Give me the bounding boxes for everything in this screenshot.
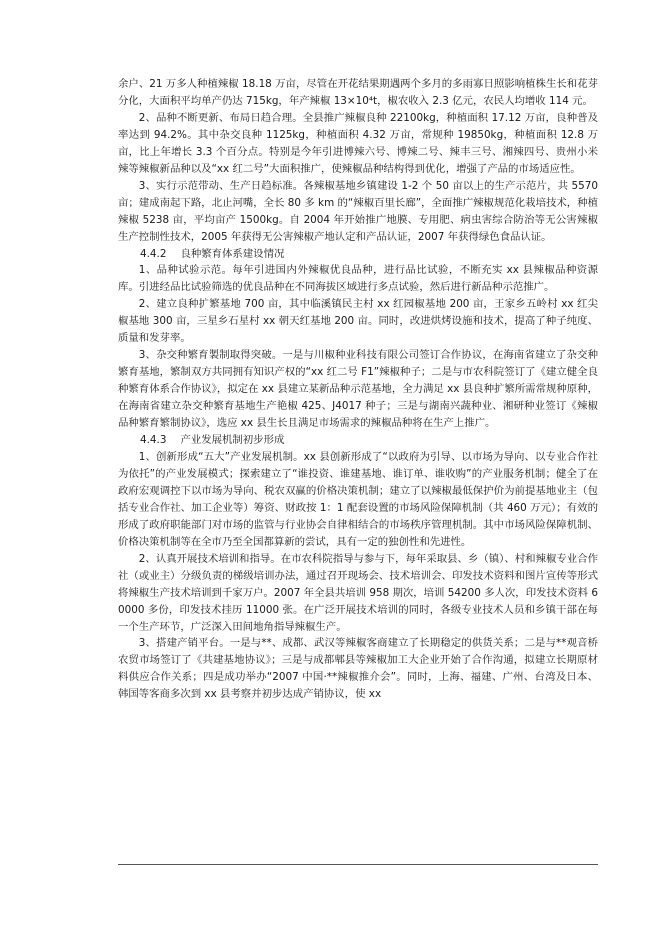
paragraph: 1、创新形成“五大”产业发展机制。xx 县创新形成了“以政府为引导、以市场为导向、以专业合作社为依托”的产业发展模式；探索建立了“谁投资、谁建基地、谁订单、谁收购”的产业服务机制；健全了在政府宏观调控下以市场为导向、税农双赢的价格决策机制；建立了以辣椒最低保护价为前提基地业主（包括专业合作社、加工企业等）筹资、财政按 1：1 配套设置的市场风险保障机制（共 460 万元）；有效的形成了政府职能部门对市场的监管与行业协会自律相结合的市场秩序管理机制。其中市场风险保障机制、价格决策机制等在全市乃至全国都算新的尝试，具有一定的独创性和先进性。 [118, 450, 598, 548]
section-heading [118, 432, 598, 449]
paragraph: 3、搭建产销平台。一是与**、成都、武汉等辣椒客商建立了长期稳定的供货关系；二是与**观音桥农贸市场签订了《共建基地协议》；三是与成都郫县等辣椒加工大企业开始了合作沟通，拟建立长期原材料供应合作关系；四是成功举办“2007 中国·**辣椒推介会”。同时，上海、福建、广州、台湾及日本、韩国等客商多次到 xx 县考察并初步达成产销协议，使 xx [118, 637, 598, 701]
document-body [118, 76, 598, 703]
paragraph: 2、建立良种扩繁基地 700 亩，其中临溪镇民主村 xx 红园椒基地 200 亩，王家乡五岭村 xx 红尖椒基地 300 亩，三星乡石星村 xx 朝天红基地 200 亩。同时，改进烘烤设施和技术，提高了种子纯度、质量和发芽率。 [118, 298, 598, 345]
section-title: 产业发展机制初步形成 [180, 434, 285, 447]
paragraph: 2、品种不断更新、布局日趋合理。全县推广辣椒良种 22100kg，种植面积 17.12 万亩，良种普及率达到 94.2%。其中杂交良种 1125kg，种植面积 4.32 万亩，常规种 19850kg，种植面积 12.8 万亩，比上年增长 3.3 个百分点。特别是今年引进博辣六号、博辣二号、辣丰三号、湘辣四号、贵州小米辣等辣椒新品种以及“xx 红二号”大面积推广，使辣椒品种结构得到优化，增强了产品的市场适应性。 [118, 111, 598, 175]
paragraph: 3、杂交种繁育製制取得突破。一是与川椒种业科技有限公司签订合作协议，在海南省建立了杂交种繁育基地，繁制双方共同拥有知识产权的“xx 红二号 F1”辣椒种子；二是与市农科院签订了《建立健全良种繁育体系合作协议》，拟定在 xx 县建立某新品种示范基地，全力满足 xx 县良种扩繁所需常规种原种，在海南省建立杂交种繁育基地生产艳椒 425、J4017 种子；三是与湖南兴蔬种业、湘研种业签订《辣椒品种繁育繁制协议》，选应 xx 县生长且满足市场需求的辣椒品种将在生产上推广。 [118, 349, 598, 430]
paragraph: 2、认真开展技术培训和指导。在市农科院指导与参与下，每年采取县、乡（镇）、村和辣椒专业合作社（或业主）分级负责的梯级培训办法，通过召开现场会、技术培训会、印发技术资料和图片宣传等形式将辣椒生产技术培训到千家万户。2007 年全县共培训 958 期次，培训 54200 多人次，印发技术资料 60000 多份，印发技术挂历 11000 张。在广泛开展技术培训的同时，各级专业技术人员和乡镇干部在每一个生产环节，广泛深入田间地角指导辣椒生产。 [118, 552, 598, 633]
paragraph: 3、实行示范带动、生产日趋标准。各辣椒基地乡镇建设 1-2 个 50 亩以上的生产示范片，共 5570 亩；建成南起下路，北止河嘴，全长 80 多 km 的“辣椒百里长廊”，全面推广辣椒规范化栽培技术，种植辣椒 5238 亩，平均亩产 1500kg。自 2004 年开始推广地膜、专用肥、病虫害综合防治等无公害辣椒生产控制性技术，2005 年获得无公害辣椒产地认定和产品认证，2007 年获得绿色食品认证。 [118, 179, 598, 243]
paragraph: 1、品种试验示范。每年引进国内外辣椒优良品种，进行品比试验，不断充实 xx 县辣椒品种资源库。引进经品比试验筛选的优良品种在不同海拔区域进行多点试验，然后进行新品种示范推广。 [118, 264, 598, 294]
section-heading [118, 246, 598, 263]
paragraph: 余户、21 万多人种植辣椒 18.18 万亩，尽管在开花结果期遇两个多月的多雨寡日照影响植株生长和花芽分化，大面积平均单产仍达 715kg，年产辣椒 13×10⁴t，椒农收入 2.3 亿元，农民人均增收 114 元。 [118, 78, 598, 107]
section-number: 4.4.2 [140, 247, 167, 260]
section-number: 4.4.3 [140, 434, 167, 447]
section-title: 良种繁育体系建设情况 [180, 247, 285, 260]
footer-divider [118, 864, 598, 865]
